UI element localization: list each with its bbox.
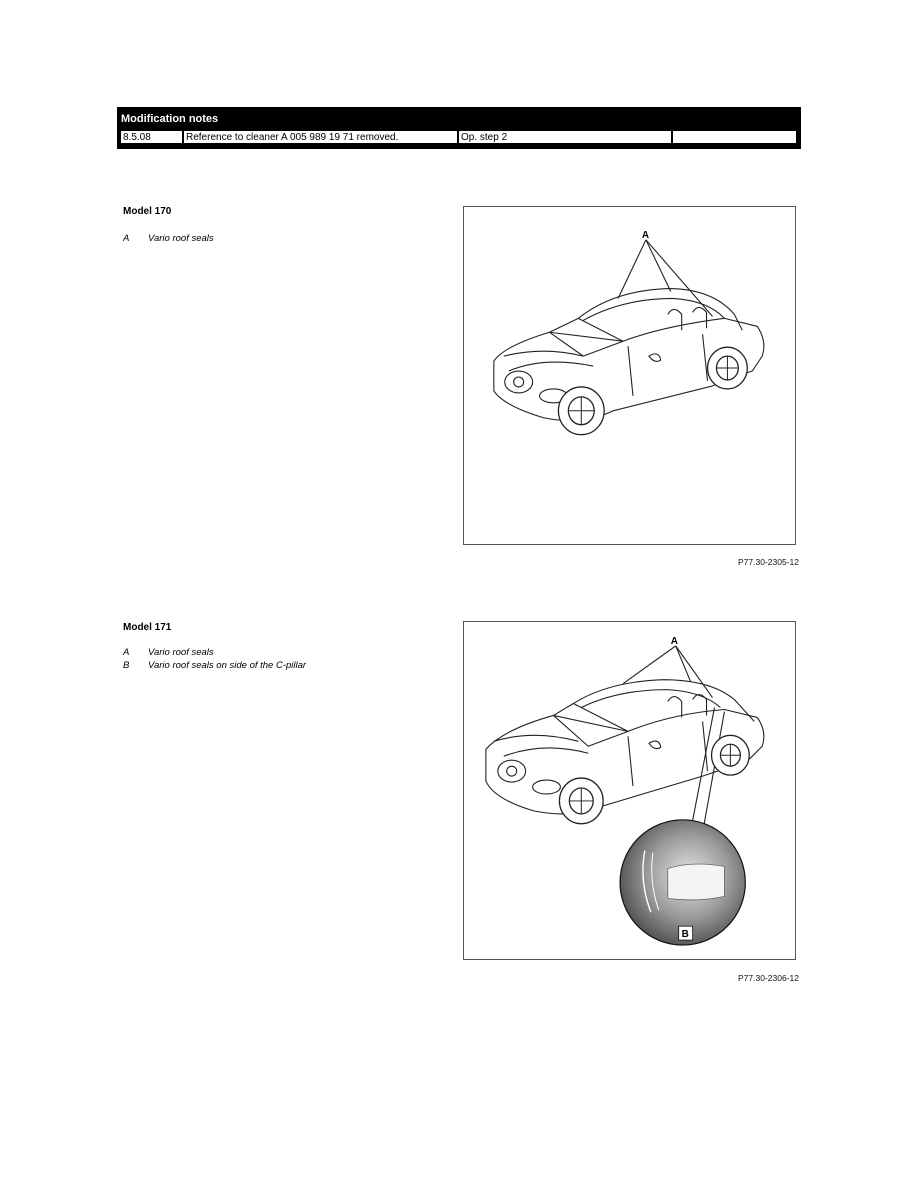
- note-date: 8.5.08: [120, 130, 183, 144]
- note-extra: [672, 130, 797, 144]
- note-step: Op. step 2: [458, 130, 672, 144]
- legend-text: Vario roof seals: [148, 647, 214, 658]
- callout-label-b: B: [681, 929, 689, 941]
- legend-key: A: [123, 233, 130, 244]
- car-illustration-model-170: [464, 207, 795, 544]
- table-row: [120, 130, 797, 144]
- legend-model-171: [123, 646, 306, 672]
- car-illustration-model-171: [464, 622, 795, 959]
- figure-model-171: [463, 621, 796, 960]
- figure-model-170: [463, 206, 796, 545]
- legend-key: A: [123, 647, 130, 658]
- legend-text: Vario roof seals on side of the C-pillar: [148, 660, 307, 671]
- figure-code-model-171: P77.30-2306-12: [738, 973, 799, 983]
- section-title-model-170: Model 170: [123, 206, 172, 217]
- section-title-model-171: Model 171: [123, 622, 172, 633]
- legend-key: B: [123, 660, 130, 671]
- legend-text: Vario roof seals: [148, 233, 214, 244]
- legend-item: [123, 232, 214, 245]
- legend-model-170: [123, 232, 214, 245]
- modification-notes-table: [117, 107, 801, 149]
- callout-label-a: A: [641, 229, 650, 241]
- legend-item: [123, 646, 306, 659]
- legend-item: [123, 659, 306, 672]
- note-description: Reference to cleaner A 005 989 19 71 removed.: [183, 130, 458, 144]
- modification-notes-title: Modification notes: [121, 113, 219, 125]
- figure-code-model-170: P77.30-2305-12: [738, 557, 799, 567]
- callout-label-a: A: [670, 635, 678, 647]
